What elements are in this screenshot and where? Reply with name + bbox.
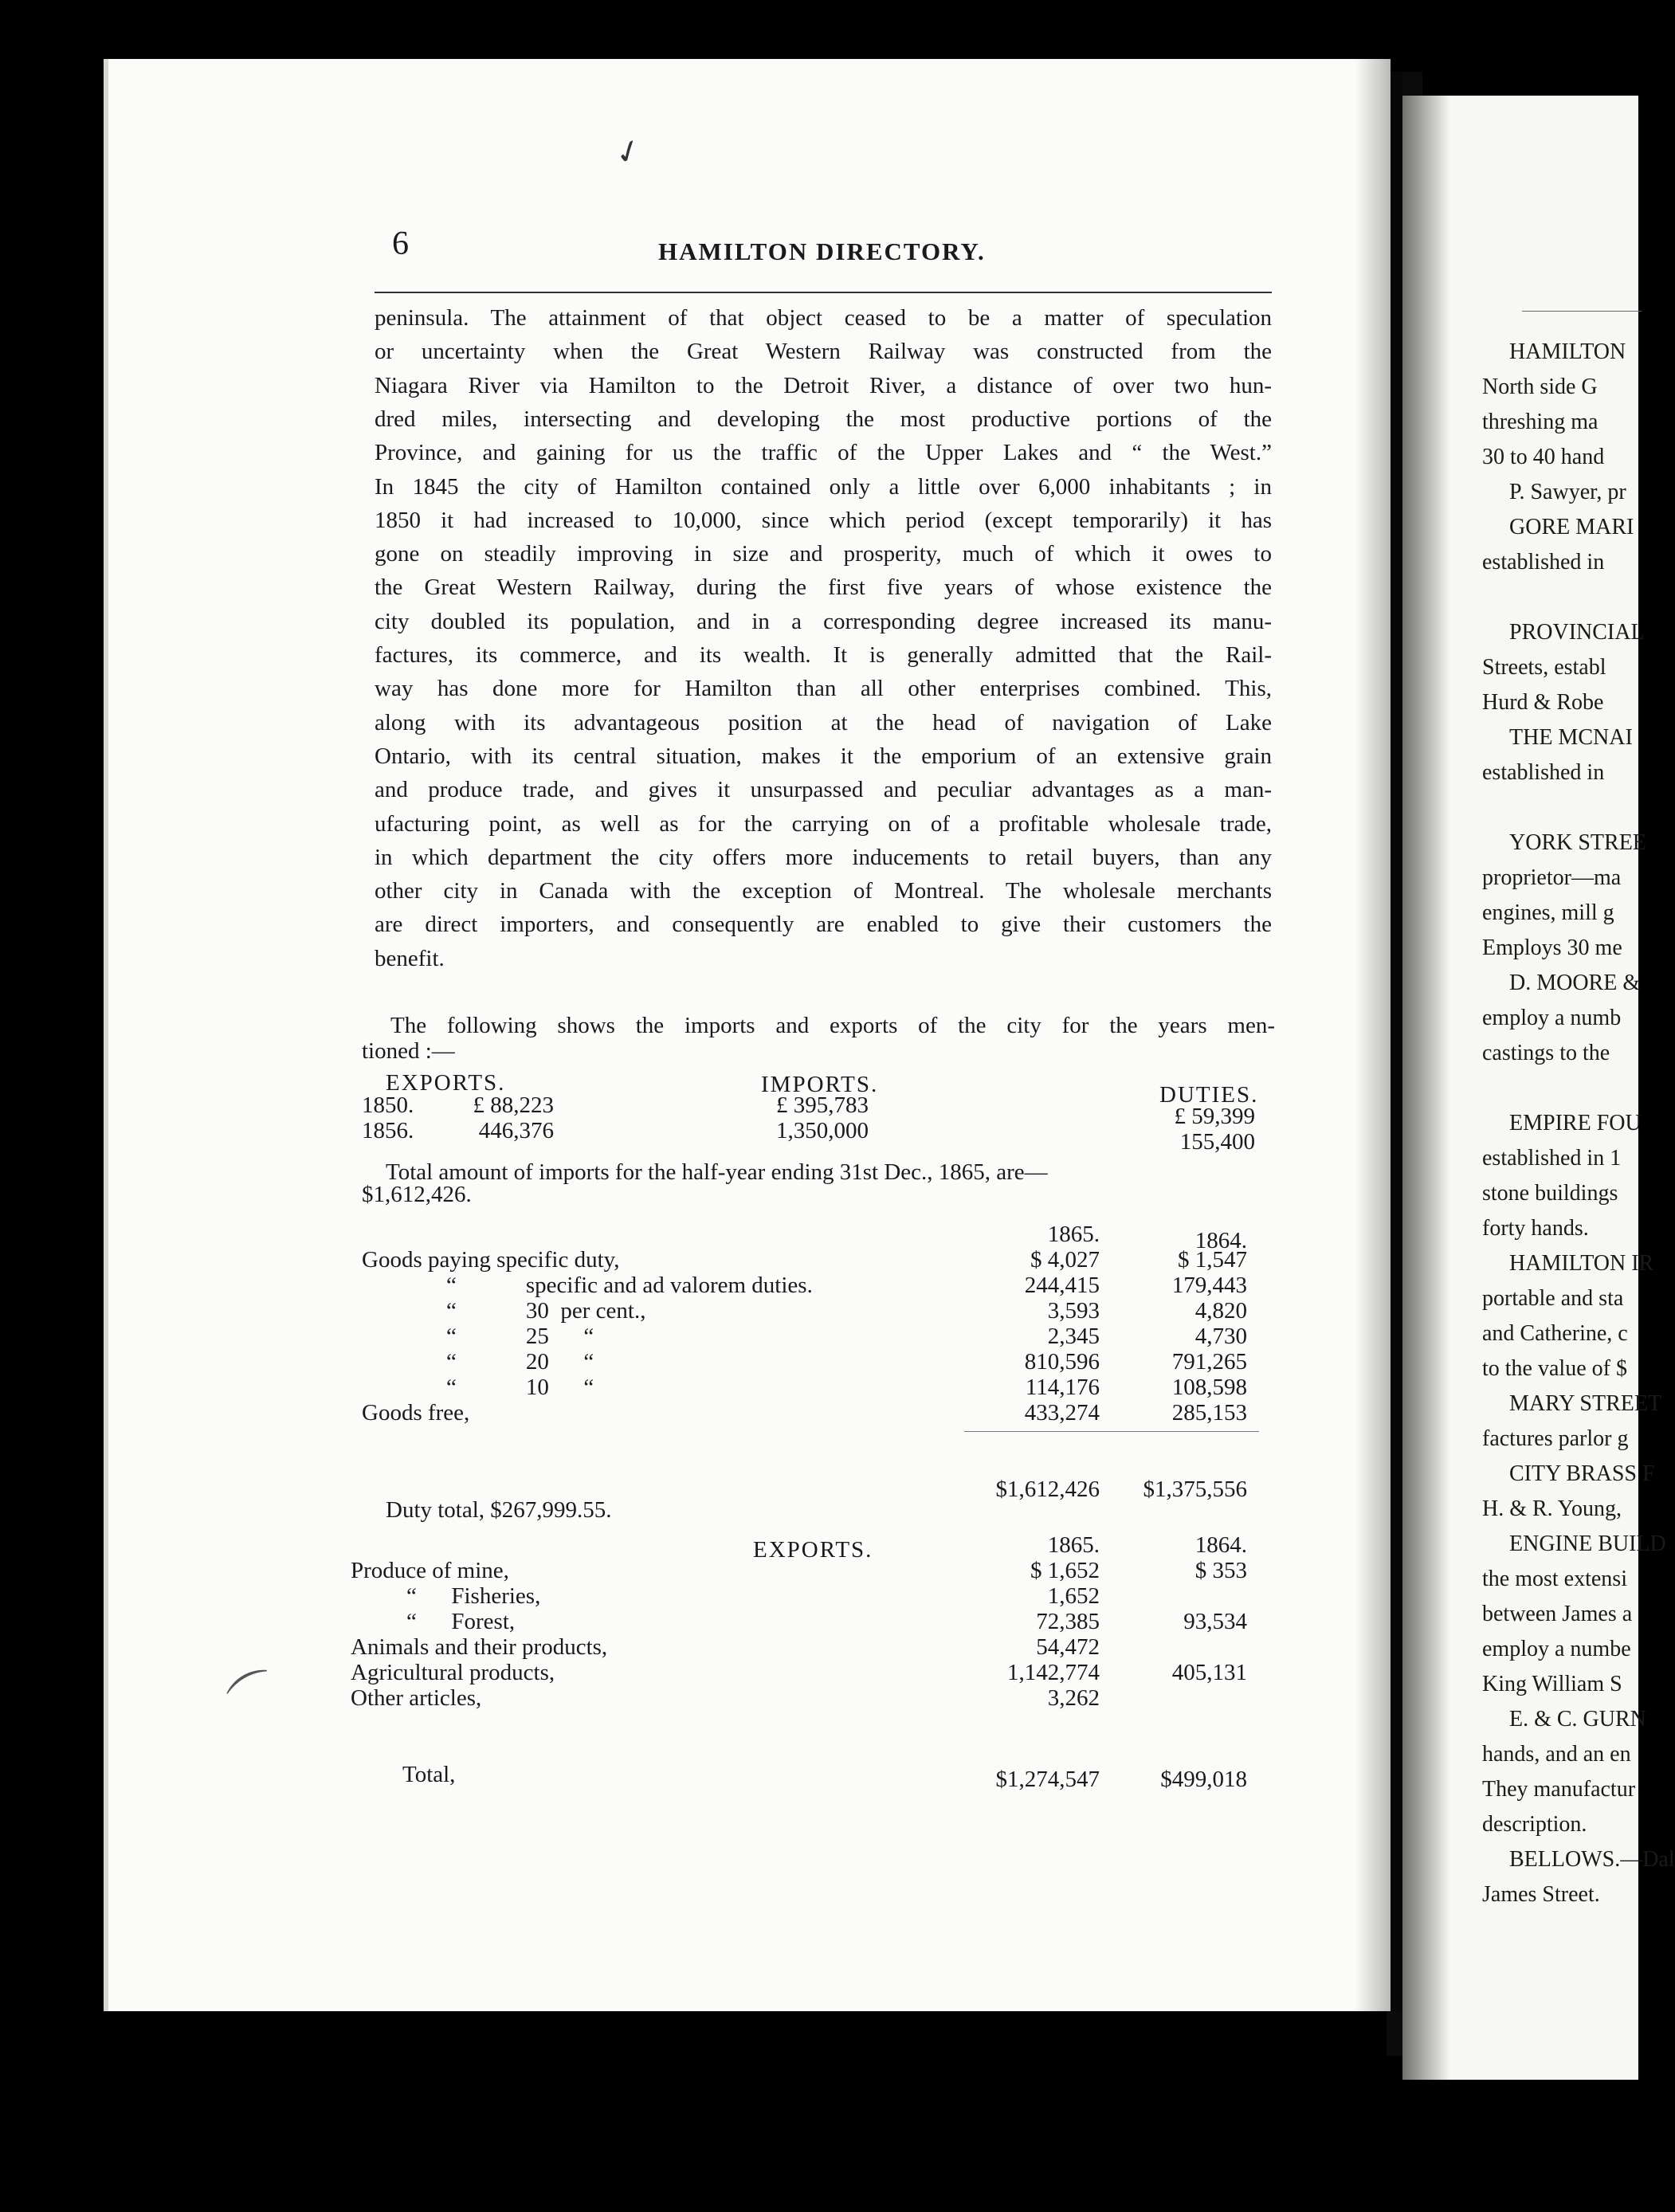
trade-imports: 1,350,000	[776, 1118, 869, 1143]
exports-value-1865: $ 1,652	[1030, 1558, 1100, 1583]
imports-total-1865: $1,612,426	[995, 1477, 1100, 1502]
imports-value-1865: 433,274	[1024, 1400, 1100, 1426]
right-page-line: between James a	[1482, 1602, 1633, 1626]
imports-value-1864: 4,820	[1194, 1298, 1247, 1324]
right-page-line: EMPIRE FOU	[1509, 1111, 1642, 1135]
scan-mark: ⌒	[221, 1661, 290, 1733]
paragraph-line: factures, its commerce, and its wealth. It is generally admitted that the Rail-	[375, 642, 1272, 668]
exports-row-label: “ Fisheries,	[406, 1583, 541, 1609]
paragraph-line: Niagara River via Hamilton to the Detroit River, a distance of over two hun-	[375, 372, 1272, 398]
right-page-line: established in	[1482, 550, 1605, 575]
paragraph-line: way has done more for Hamilton than all other enterprises combined. This,	[375, 676, 1272, 702]
right-page-line: factures parlor g	[1482, 1426, 1629, 1451]
exports-value-1865: 3,262	[1047, 1685, 1100, 1711]
paragraph-line: In 1845 the city of Hamilton contained only a little over 6,000 inhabitants ; in	[375, 473, 1272, 500]
right-page-line: H. & R. Young,	[1482, 1496, 1622, 1521]
year-header-1865: 1865.	[1047, 1532, 1100, 1558]
imports-value-1865: 114,176	[1025, 1375, 1100, 1400]
exports-row-label: Produce of mine,	[351, 1558, 509, 1583]
exports-value-1865: 1,652	[1047, 1583, 1100, 1609]
right-page-line: employ a numb	[1482, 1006, 1622, 1030]
right-page-line: portable and sta	[1482, 1286, 1624, 1311]
right-page-line: North side G	[1482, 375, 1598, 399]
exports-value-1865: 54,472	[1036, 1634, 1100, 1660]
right-page-line: GORE MARI	[1509, 515, 1634, 539]
paragraph-line: are direct importers, and consequently are enabled to give their customers the	[375, 912, 1272, 938]
exports-caption: EXPORTS.	[753, 1537, 873, 1563]
year-header-1864: 1864.	[1194, 1228, 1247, 1253]
paragraph-line: and produce trade, and gives it unsurpassed and peculiar advantages as a man-	[375, 777, 1272, 803]
right-header-rule	[1522, 311, 1642, 312]
right-page-line: King William S	[1482, 1672, 1622, 1696]
exports-value-1864: 405,131	[1171, 1660, 1247, 1685]
exports-value-1864: 93,534	[1183, 1609, 1247, 1634]
total-imports-line-2: $1,612,426.	[362, 1182, 472, 1207]
imports-row-label: “ 25 “	[446, 1324, 594, 1349]
imports-sum-rule	[964, 1431, 1259, 1432]
paragraph-line: peninsula. The attainment of that object ceased to be a matter of speculation	[375, 305, 1272, 331]
imports-value-1865: 3,593	[1047, 1298, 1100, 1324]
imports-row-label: “ 10 “	[446, 1375, 594, 1400]
trade-year: 1850.	[362, 1092, 414, 1118]
exports-value-1864: $ 353	[1194, 1558, 1247, 1583]
intro-line: tioned :—	[362, 1038, 455, 1064]
imports-row-label: “ 30 per cent.,	[446, 1298, 646, 1324]
right-page-line: Hurd & Robe	[1482, 690, 1604, 715]
page-number: 6	[392, 226, 409, 262]
right-page-line: employ a numbe	[1482, 1637, 1631, 1661]
right-page-line: castings to the	[1482, 1041, 1610, 1065]
imports-value-1865: $ 4,027	[1030, 1247, 1100, 1273]
trade-duties: 155,400	[1179, 1129, 1255, 1155]
duty-total: Duty total, $267,999.55.	[386, 1497, 612, 1523]
paragraph-line: ufacturing point, as well as for the carrying on of a profitable wholesale trade,	[375, 810, 1272, 837]
trade-exports: £ 88,223	[473, 1092, 554, 1118]
paragraph-line: or uncertainty when the Great Western Railway was constructed from the	[375, 339, 1272, 365]
paragraph-line: along with its advantageous position at the head of navigation of Lake	[375, 709, 1272, 735]
right-page-line: stone buildings	[1482, 1181, 1618, 1206]
imports-value-1865: 2,345	[1047, 1324, 1100, 1349]
imports-value-1865: 244,415	[1024, 1273, 1100, 1298]
right-page-line: ENGINE BUILD	[1509, 1532, 1666, 1556]
right-page-line: Employs 30 me	[1482, 935, 1622, 960]
right-page-line: the most extensi	[1482, 1567, 1627, 1591]
right-page-line: 30 to 40 hand	[1482, 445, 1605, 469]
right-page-line: forty hands.	[1482, 1216, 1589, 1241]
right-page-line: BELLOWS.—Dal	[1509, 1847, 1675, 1872]
year-header-1865: 1865.	[1047, 1222, 1100, 1247]
imports-row-label: Goods paying specific duty,	[362, 1247, 620, 1273]
imports-value-1864: $ 1,547	[1178, 1247, 1247, 1273]
trade-duties: £ 59,399	[1174, 1104, 1255, 1129]
year-header-1864: 1864.	[1194, 1532, 1247, 1558]
paragraph-line: gone on steadily improving in size and prosperity, much of which it owes to	[375, 541, 1272, 567]
paragraph-line: city doubled its population, and in a corresponding degree increased its manu-	[375, 608, 1272, 634]
intro-line: The following shows the imports and exports of the city for the years men-	[390, 1013, 1275, 1038]
right-page-line: MARY STREET	[1509, 1391, 1662, 1416]
total-imports-line-1: Total amount of imports for the half-year ending 31st Dec., 1865, are—	[386, 1159, 1048, 1185]
right-page-line: hands, and an en	[1482, 1742, 1631, 1767]
running-head: HAMILTON DIRECTORY.	[658, 237, 986, 265]
right-page-line: established in 1	[1482, 1146, 1622, 1171]
imports-row-label: “ 20 “	[446, 1349, 594, 1375]
right-page-line: YORK STREE	[1509, 830, 1646, 855]
paragraph-line: Ontario, with its central situation, makes it the emporium of an extensive grain	[375, 743, 1272, 769]
exports-total-1864: $499,018	[1160, 1767, 1247, 1792]
paragraph-line: Province, and gaining for us the traffic of the Upper Lakes and “ the West.”	[375, 440, 1272, 466]
right-page-line: description.	[1482, 1812, 1587, 1837]
exports-value-1865: 72,385	[1036, 1609, 1100, 1634]
exports-row-label: Agricultural products,	[351, 1660, 555, 1685]
right-page-line: engines, mill g	[1482, 900, 1614, 925]
right-page-line: proprietor—ma	[1482, 865, 1622, 890]
exports-row-label: “ Forest,	[406, 1609, 516, 1634]
right-page-line: P. Sawyer, pr	[1509, 480, 1626, 504]
right-page-line: D. MOORE &	[1509, 971, 1641, 995]
trade-exports: 446,376	[478, 1118, 554, 1143]
paragraph-line: the Great Western Railway, during the first five years of whose existence the	[375, 575, 1272, 601]
paragraph-line: other city in Canada with the exception of Montreal. The wholesale merchants	[375, 878, 1272, 904]
right-page-line: established in	[1482, 760, 1605, 785]
right-page-line: CITY BRASS F	[1509, 1461, 1655, 1486]
right-page-line: They manufactur	[1482, 1777, 1636, 1802]
imports-row-label: “ specific and ad valorem duties.	[446, 1273, 813, 1298]
trade-year: 1856.	[362, 1118, 414, 1143]
imports-header: IMPORTS.	[761, 1072, 879, 1097]
exports-row-label: Other articles,	[351, 1685, 482, 1711]
exports-header: EXPORTS.	[386, 1070, 506, 1096]
exports-total-label: Total,	[402, 1762, 456, 1787]
main-page-shadow	[1355, 59, 1402, 2011]
paragraph-line: in which department the city offers more inducements to retail buyers, than any	[375, 844, 1272, 870]
exports-row-label: Animals and their products,	[351, 1634, 608, 1660]
right-page-line: THE MCNAI	[1509, 725, 1633, 750]
duties-header: DUTIES.	[1159, 1082, 1259, 1108]
right-page-line: E. & C. GURN	[1509, 1707, 1646, 1732]
paragraph-line: benefit.	[375, 945, 445, 971]
imports-value-1865: 810,596	[1024, 1349, 1100, 1375]
right-page-line: to the value of $	[1482, 1356, 1627, 1381]
right-page-line: threshing ma	[1482, 410, 1599, 434]
paragraph-line: dred miles, intersecting and developing the most productive portions of the	[375, 406, 1272, 432]
imports-value-1864: 285,153	[1171, 1400, 1247, 1426]
right-page-line: PROVINCIAL	[1509, 620, 1645, 645]
exports-value-1865: 1,142,774	[1007, 1660, 1100, 1685]
imports-value-1864: 179,443	[1171, 1273, 1247, 1298]
trade-imports: £ 395,783	[776, 1092, 869, 1118]
right-page-line: Streets, establ	[1482, 655, 1606, 680]
right-page-shadow	[1402, 96, 1450, 2080]
imports-total-1864: $1,375,556	[1143, 1477, 1247, 1502]
right-page-line: and Catherine, c	[1482, 1321, 1628, 1346]
imports-row-label: Goods free,	[362, 1400, 470, 1426]
imports-value-1864: 791,265	[1171, 1349, 1247, 1375]
right-page-line: HAMILTON	[1509, 339, 1626, 364]
right-page-line: James Street.	[1482, 1882, 1600, 1907]
right-page-line: HAMILTON IR	[1509, 1251, 1654, 1276]
pencil-mark: ✓	[610, 130, 648, 175]
header-rule	[375, 292, 1272, 293]
exports-total-1865: $1,274,547	[995, 1767, 1100, 1792]
imports-value-1864: 4,730	[1194, 1324, 1247, 1349]
paragraph-line: 1850 it had increased to 10,000, since which period (except temporarily) it has	[375, 507, 1272, 533]
imports-value-1864: 108,598	[1171, 1375, 1247, 1400]
